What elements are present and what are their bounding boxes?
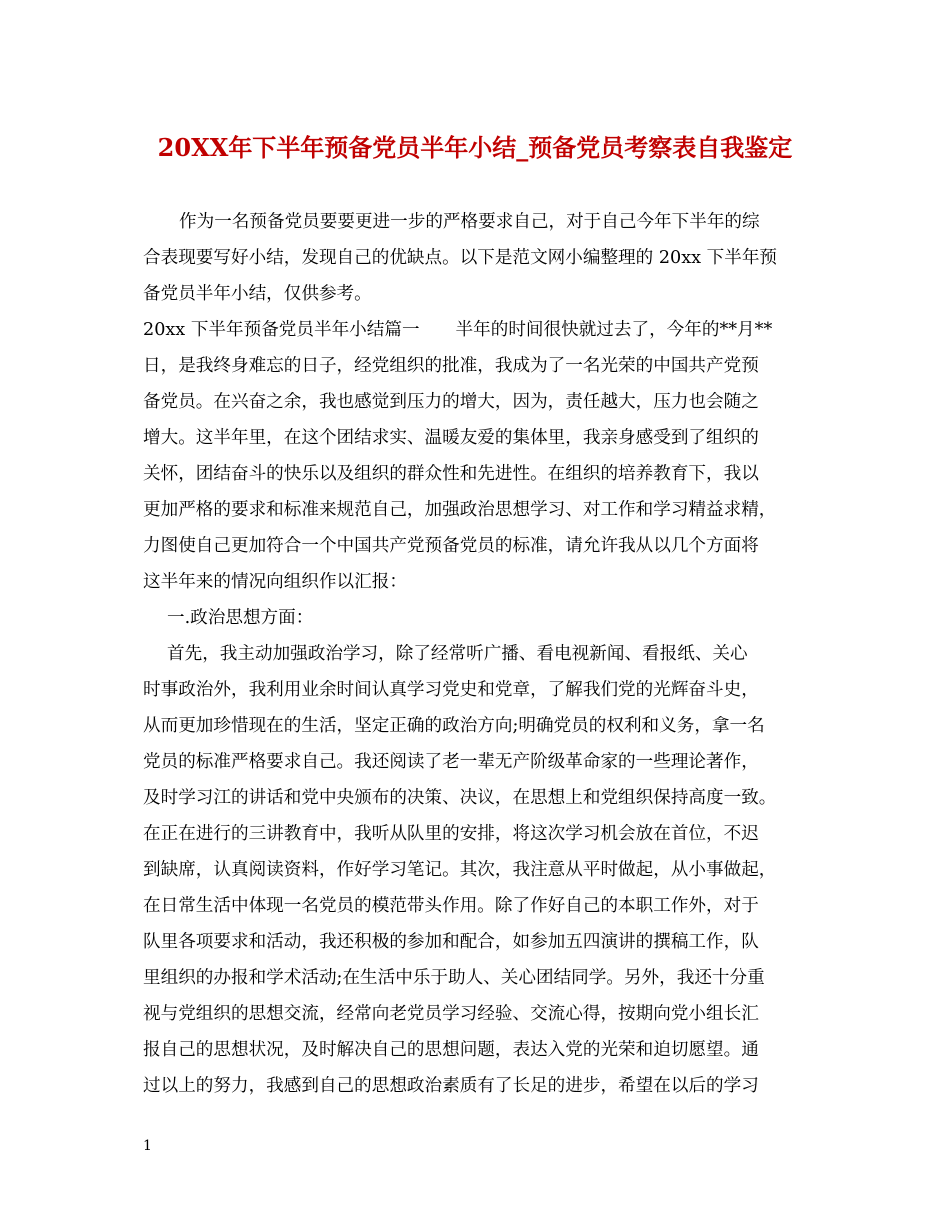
paragraph-line: 合表现要写好小结，发现自己的优缺点。以下是范文网小编整理的 20xx 下半年预 (143, 248, 778, 268)
paragraph-line: 更加严格的要求和标准来规范自己，加强政治思想学习、对工作和学习精益求精， (143, 500, 777, 520)
paragraph-line: 在日常生活中体现一名党员的模范带头作用。除了作好自己的本职工作外，对于 (143, 896, 759, 916)
paragraph-line: 关怀，团结奋斗的快乐以及组织的群众性和先进性。在组织的培养教育下，我以 (143, 464, 759, 484)
paragraph-line: 作为一名预备党员要要更进一步的严格要求自己，对于自己今年下半年的综 (179, 212, 760, 232)
subsection-heading: 一.政治思想方面： (167, 608, 314, 628)
paragraph-line: 从而更加珍惜现在的生活，坚定正确的政治方向;明确党员的权利和义务，拿一名 (143, 716, 765, 736)
paragraph-line: 过以上的努力，我感到自己的思想政治素质有了长足的进步，希望在以后的学习 (143, 1076, 759, 1096)
paragraph-line: 到缺席，认真阅读资料，作好学习笔记。其次，我注意从平时做起，从小事做起， (143, 860, 777, 880)
document-title: 20XX年下半年预备党员半年小结_预备党员考察表自我鉴定 (157, 133, 793, 162)
paragraph-line: 报自己的思想状况，及时解决自己的思想问题，表达入党的光荣和迫切愿望。通 (143, 1040, 759, 1060)
paragraph-line: 备党员半年小结，仅供参考。 (143, 284, 372, 304)
paragraph-line: 增大。这半年里，在这个团结求实、温暖友爱的集体里，我亲身感受到了组织的 (143, 428, 759, 448)
paragraph-line: 里组织的办报和学术活动;在生活中乐于助人、关心团结同学。另外，我还十分重 (143, 968, 765, 988)
paragraph-line: 视与党组织的思想交流，经常向老党员学习经验、交流心得，按期向党小组长汇 (143, 1004, 759, 1024)
paragraph-line: 及时学习江的讲话和党中央颁布的决策、决议，在思想上和党组织保持高度一致。 (143, 788, 777, 808)
paragraph-line: 这半年来的情况向组织作以汇报： (143, 572, 407, 592)
section-heading: 20xx 下半年预备党员半年小结篇一 (143, 320, 420, 340)
paragraph-line: 在正在进行的三讲教育中，我听从队里的安排，将这次学习机会放在首位，不迟 (143, 824, 759, 844)
paragraph-text: 半年的时间很快就过去了，今年的**月** (455, 320, 773, 340)
paragraph-line: 日，是我终身难忘的日子，经党组织的批准，我成为了一名光荣的中国共产党预 (143, 356, 759, 376)
paragraph-line: 党员的标准严格要求自己。我还阅读了老一辈无产阶级革命家的一些理论著作， (143, 752, 759, 772)
paragraph-line: 力图使自己更加符合一个中国共产党预备党员的标准，请允许我从以几个方面将 (143, 536, 759, 556)
paragraph-line: 队里各项要求和活动，我还积极的参加和配合，如参加五四演讲的撰稿工作，队 (143, 932, 759, 952)
page-number: 1 (143, 1138, 152, 1154)
section-heading-line (143, 312, 772, 348)
paragraph-line: 备党员。在兴奋之余，我也感觉到压力的增大，因为，责任越大，压力也会随之 (143, 392, 759, 412)
paragraph-line: 首先，我主动加强政治学习，除了经常听广播、看电视新闻、看报纸、关心 (167, 644, 748, 664)
paragraph-line: 时事政治外，我利用业余时间认真学习党史和党章，了解我们党的光辉奋斗史， (143, 680, 759, 700)
